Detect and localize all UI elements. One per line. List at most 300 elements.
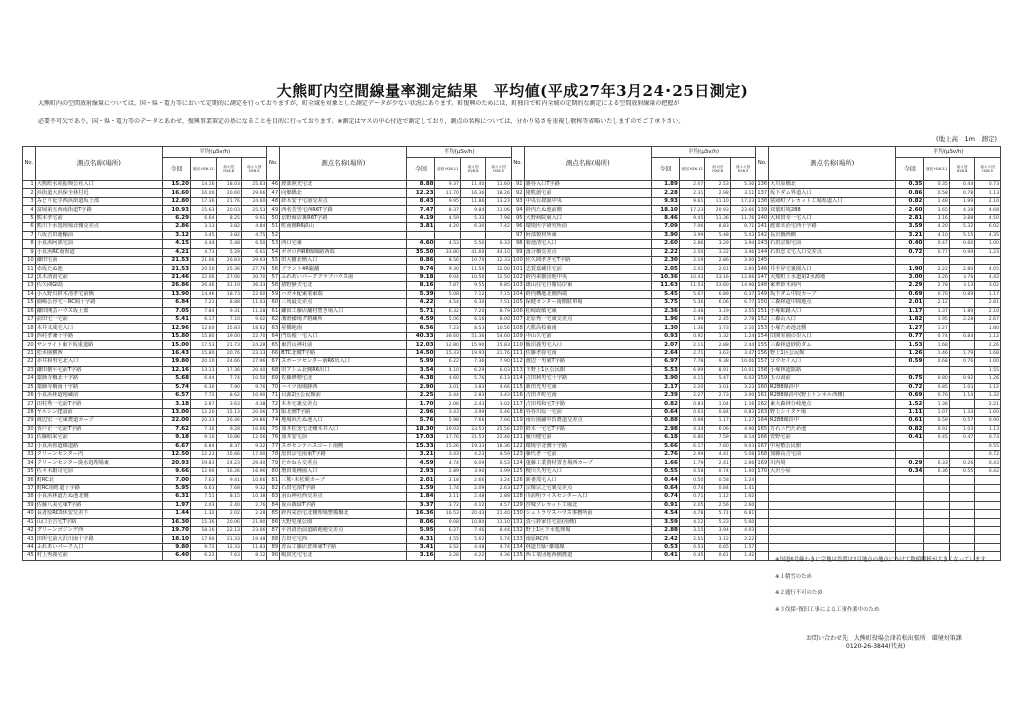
value-prev2: 1.14 <box>949 391 974 399</box>
value-current: 18.10 <box>163 535 191 543</box>
point-name: 松本園横西 <box>35 349 162 357</box>
value-current: 9.18 <box>407 273 435 281</box>
value-prev2: 0.89 <box>949 290 974 298</box>
point-name: 京野商店裏R6T字路 <box>280 214 407 222</box>
value-prev3: 23.06 <box>241 526 266 534</box>
value-prev1: 2.18 <box>435 476 460 484</box>
value-prev2: 21.33 <box>216 535 241 543</box>
value-prev1: 4.44 <box>191 240 216 248</box>
value-prev1: 1.79 <box>679 459 704 467</box>
value-prev2: 8.62 <box>216 391 241 399</box>
point-no <box>756 552 769 560</box>
value-current: 5.71 <box>407 307 435 315</box>
value-prev3: 1.13 <box>975 189 1001 197</box>
value-prev1: 7.51 <box>191 493 216 501</box>
page-title: 大熊町内空間線量率測定結果 平均値(平成27年3月24･25日測定) <box>276 82 749 100</box>
point-name: サンライト東下坂重道路 <box>35 341 162 349</box>
value-prev3: 7.42 <box>486 223 511 231</box>
value-prev2: 9.55 <box>460 282 485 290</box>
value-prev3: 8.79 <box>486 307 511 315</box>
value-prev2: 3.99 <box>460 408 485 416</box>
value-prev2: 5.62 <box>460 535 485 543</box>
table-row <box>23 375 1001 383</box>
value-current: 12.50 <box>163 451 191 459</box>
point-name: 八坂吉田運輸前 <box>35 231 162 239</box>
table-row <box>23 451 1001 459</box>
value-prev2: 0.84 <box>705 484 730 492</box>
value-prev3: 11.60 <box>486 181 511 189</box>
value-prev1: 0.59 <box>924 417 949 425</box>
point-no: 49 <box>267 206 280 214</box>
value-current: 8.88 <box>407 181 435 189</box>
value-prev2: 18.73 <box>216 290 241 298</box>
value-prev3: 18.26 <box>486 189 511 197</box>
point-no: 95 <box>511 214 524 222</box>
point-no: 65 <box>267 341 280 349</box>
point-no: 14 <box>23 290 36 298</box>
value-prev2: 25.36 <box>216 265 241 273</box>
point-no: 98 <box>511 240 524 248</box>
point-no: 66 <box>267 349 280 357</box>
point-name: 野上1区下水処理場 <box>524 526 651 534</box>
value-prev2: 1.04 <box>705 400 730 408</box>
value-prev1: 17.90 <box>191 535 216 543</box>
value-prev3: 8.44 <box>486 526 511 534</box>
value-prev1: 26.46 <box>191 282 216 290</box>
value-current: 6.31 <box>163 493 191 501</box>
point-no: 51 <box>267 223 280 231</box>
value-prev1: 0.47 <box>924 240 949 248</box>
value-prev1: 0.74 <box>679 484 704 492</box>
value-prev3: 1.17 <box>975 290 1001 298</box>
header-no: No. <box>23 147 36 181</box>
value-prev1: 4.11 <box>679 375 704 383</box>
value-prev3: 19.48 <box>241 535 266 543</box>
value-current: 3.12 <box>163 231 191 239</box>
value-current: 4.38 <box>407 375 435 383</box>
point-name: 黒木清貴宅前 <box>35 273 162 281</box>
point-no: 112 <box>512 358 523 365</box>
value-prev2: 4.22 <box>460 552 485 560</box>
value-prev2: 5.23 <box>705 518 730 526</box>
value-prev1: 2.12 <box>924 299 949 307</box>
value-prev1 <box>924 256 949 264</box>
value-current: 0.55 <box>651 467 679 475</box>
point-no: 154 <box>757 333 768 340</box>
value-current: 6.67 <box>163 442 191 450</box>
header-prev3: 前々々回 H26.5 <box>975 158 1001 181</box>
value-prev2: 1.73 <box>705 324 730 332</box>
point-name: 青山工藤店倉庫東T字路 <box>280 543 407 551</box>
value-prev1: 2.31 <box>679 189 704 197</box>
value-prev1: 6.17 <box>679 442 704 450</box>
value-prev1: 12.90 <box>191 467 216 475</box>
point-name: 佐藤八美宅東T字路 <box>35 501 162 509</box>
point-name: 小良浜林道地蔵前 <box>35 391 162 399</box>
value-current: 2.88 <box>651 526 679 534</box>
point-name: 西口宅東 <box>280 240 407 248</box>
value-prev2: 11.40 <box>460 181 485 189</box>
value-prev2: 10.70 <box>460 256 485 264</box>
point-no: 3 <box>23 197 36 205</box>
value-prev2: 3.76 <box>949 273 974 281</box>
value-prev2: 1.33 <box>949 408 974 416</box>
value-prev1: 7.30 <box>191 425 216 433</box>
value-current: 19.70 <box>163 526 191 534</box>
point-no: 159 <box>757 375 768 382</box>
value-prev3: 3.24 <box>486 476 511 484</box>
point-name: 地場浜たぬ池入口 <box>280 417 407 425</box>
value-current: 1.97 <box>163 501 191 509</box>
point-name <box>769 476 896 484</box>
point-name: 平谷清治前道路地地交差点 <box>280 526 407 534</box>
value-prev3 <box>975 510 1001 518</box>
value-current: 0.69 <box>896 391 924 399</box>
point-no: 119 <box>512 417 523 424</box>
table-row <box>23 501 1001 509</box>
value-prev1: 2.03 <box>191 501 216 509</box>
point-name: 浜街道大浜保全林付近 <box>35 189 162 197</box>
value-prev1: 3.45 <box>191 231 216 239</box>
value-prev1: 6.99 <box>679 366 704 374</box>
point-no: 152 <box>757 316 768 323</box>
point-no: 81 <box>267 476 280 484</box>
value-prev1: 20.50 <box>191 265 216 273</box>
value-current: 5.76 <box>407 417 435 425</box>
value-current: 1.84 <box>407 493 435 501</box>
point-no: 34 <box>23 459 36 467</box>
point-no: 138 <box>757 198 768 205</box>
value-prev3: 11.03 <box>241 299 266 307</box>
value-current: 3.00 <box>896 273 924 281</box>
point-no: 117 <box>512 400 523 407</box>
value-prev3: 2.88 <box>486 493 511 501</box>
value-current: 2.05 <box>651 265 679 273</box>
point-name: 中山久宅前 <box>524 332 651 340</box>
value-prev3: 17.00 <box>241 451 266 459</box>
value-prev1 <box>924 526 949 534</box>
point-name: 宮城プレカット工場北 <box>524 501 651 509</box>
point-no: 120 <box>512 425 523 432</box>
value-prev2: 6.29 <box>460 366 485 374</box>
value-prev2: 6.30 <box>460 223 485 231</box>
value-prev1: 0.92 <box>679 332 704 340</box>
point-name: 川前明ライスセンター入口 <box>524 493 651 501</box>
value-prev1 <box>924 442 949 450</box>
value-prev3: 13.23 <box>486 197 511 205</box>
value-current: 5.74 <box>163 383 191 391</box>
header-no: No. <box>267 147 280 181</box>
value-current: 8.46 <box>651 214 679 222</box>
point-name: ボボロ西R8線線路西端 <box>280 248 407 256</box>
point-no: 169 <box>757 459 768 466</box>
point-no: 5 <box>23 214 36 222</box>
value-current: 1.52 <box>896 400 924 408</box>
point-name: 小塚ため池北側 <box>769 324 896 332</box>
point-no: 85 <box>267 510 280 518</box>
point-name <box>769 518 896 526</box>
value-prev3: 2.81 <box>975 299 1001 307</box>
point-name: 薬師寺橋南十字路 <box>35 383 162 391</box>
value-current: 16.60 <box>163 189 191 197</box>
value-prev2 <box>949 366 974 374</box>
point-no: 93 <box>511 197 524 205</box>
point-no: 17 <box>23 316 36 324</box>
value-prev2: 1.03 <box>949 425 974 433</box>
point-no: 8 <box>23 240 36 248</box>
value-prev3: 9.32 <box>241 442 266 450</box>
value-prev1: 3.99 <box>679 231 704 239</box>
value-prev1: 3.15 <box>679 526 704 534</box>
value-current: 3.41 <box>407 543 435 551</box>
value-prev1: 15.26 <box>435 442 460 450</box>
value-prev1: 7.21 <box>191 299 216 307</box>
value-prev1: 2.05 <box>679 501 704 509</box>
value-prev2: 18.03 <box>216 181 241 189</box>
value-current: 1.11 <box>896 408 924 416</box>
value-prev2: 0.26 <box>949 459 974 467</box>
point-name: 菅野宅前 <box>769 434 896 442</box>
point-name: 渡辺宏一宅東農道カーブ <box>35 417 162 425</box>
value-prev3: 9.32 <box>241 484 266 492</box>
value-prev1: 7.84 <box>191 307 216 315</box>
table-row <box>23 206 1001 214</box>
value-prev1: 4.20 <box>924 223 949 231</box>
value-prev2: 3.82 <box>216 231 241 239</box>
value-current <box>896 493 924 501</box>
point-no: 43 <box>23 535 36 543</box>
table-row <box>23 366 1001 374</box>
point-no: 137 <box>757 189 768 196</box>
point-name: 真弓鈴家住宅前(南側) <box>524 518 651 526</box>
value-current: 0.41 <box>651 552 679 560</box>
value-prev1: 9.30 <box>435 265 460 273</box>
value-current: 1.53 <box>896 341 924 349</box>
value-prev3: 3.43 <box>486 391 511 399</box>
value-prev1: 1.07 <box>924 408 949 416</box>
value-prev3: 1.68 <box>975 349 1001 357</box>
table-row <box>23 290 1001 298</box>
value-prev1: 10.43 <box>679 273 704 281</box>
value-prev1: 1.46 <box>924 349 949 357</box>
point-no: 78 <box>267 451 280 459</box>
value-prev3: 24.60 <box>241 197 266 205</box>
value-prev1: 16.53 <box>435 510 460 518</box>
value-prev1: 20.33 <box>191 417 216 425</box>
value-current <box>896 256 924 264</box>
point-name: 小塚林道鉱路 <box>769 366 896 374</box>
value-prev1: 2.71 <box>679 349 704 357</box>
point-no: 108 <box>512 324 523 331</box>
value-prev3: 5.46 <box>486 408 511 416</box>
value-current: 0.35 <box>896 181 924 189</box>
value-prev1: 0.98 <box>679 417 704 425</box>
value-current <box>896 451 924 459</box>
point-no: 139 <box>757 206 768 213</box>
value-prev2: 10.86 <box>216 434 241 442</box>
value-prev2: 7.12 <box>460 290 485 298</box>
value-prev2: 8.83 <box>705 223 730 231</box>
value-current: 5.95 <box>163 484 191 492</box>
value-prev2: 0.44 <box>949 181 974 189</box>
value-prev1: 14.46 <box>191 290 216 298</box>
value-current: 1.26 <box>896 349 924 357</box>
table-row <box>23 442 1001 450</box>
point-no: 148 <box>757 282 768 289</box>
value-prev1: 7.23 <box>435 324 460 332</box>
value-prev3: 2.76 <box>241 501 266 509</box>
table-row <box>23 240 1001 248</box>
point-name: 小良浜林道たぬ池北側 <box>35 493 162 501</box>
value-prev2: 2.56 <box>705 501 730 509</box>
point-no: 106 <box>512 307 523 314</box>
value-prev1: 4.20 <box>435 223 460 231</box>
value-prev3: 1.41 <box>730 484 755 492</box>
value-prev3: 1.13 <box>975 425 1001 433</box>
value-prev1: 1.36 <box>924 400 949 408</box>
value-current: 5.39 <box>407 290 435 298</box>
value-prev3: 9.03 <box>730 442 755 450</box>
value-prev2: 13.60 <box>705 282 730 290</box>
value-current: 14.50 <box>407 349 435 357</box>
value-prev2: 1.32 <box>705 332 730 340</box>
point-name: 鈴木一宅宅T字路 <box>524 425 651 433</box>
point-no: 156 <box>757 349 768 356</box>
value-current: 2.01 <box>407 476 435 484</box>
point-no: 37 <box>23 484 36 492</box>
point-no <box>756 476 769 484</box>
point-name: R288線沿中 <box>769 383 896 391</box>
value-prev1: 0.58 <box>679 467 704 475</box>
value-prev3: 18.36 <box>486 442 511 450</box>
point-name: 中央台雇園中央 <box>524 197 651 205</box>
value-prev2 <box>949 341 974 349</box>
point-no: 27 <box>23 400 36 408</box>
value-current: 4.21 <box>163 248 191 256</box>
point-name: 東宮山神社前 <box>280 341 407 349</box>
header-prev1: 前回 H26.11 <box>435 158 460 181</box>
value-current <box>896 543 924 551</box>
value-current: 4.22 <box>407 299 435 307</box>
value-prev3: 6.50 <box>241 240 266 248</box>
value-prev1: 2.99 <box>679 451 704 459</box>
value-prev1: 0.70 <box>924 290 949 298</box>
value-prev3: 3.47 <box>730 349 755 357</box>
point-name: 蓬藤工業資材置き場西カーブ <box>524 459 651 467</box>
value-prev1: 0.71 <box>679 493 704 501</box>
value-prev3: 2.10 <box>975 307 1001 315</box>
point-no: 146 <box>757 265 768 272</box>
value-prev1: 0.45 <box>679 552 704 560</box>
value-prev3 <box>975 526 1001 534</box>
value-prev3: 1.55 <box>975 366 1001 374</box>
value-current: 3.21 <box>896 231 924 239</box>
value-prev3: 5.30 <box>730 181 755 189</box>
point-no: 19 <box>23 332 36 340</box>
point-no: 58 <box>267 282 280 290</box>
point-no: 99 <box>511 248 524 256</box>
value-prev1: 0.85 <box>924 383 949 391</box>
value-prev2: 20.93 <box>705 206 730 214</box>
point-no: 69 <box>267 375 280 383</box>
value-current: 2.76 <box>651 451 679 459</box>
value-current: 7.62 <box>163 425 191 433</box>
point-name: 大野児童公園 <box>280 518 407 526</box>
value-prev1: 33.80 <box>435 248 460 256</box>
point-no: 41 <box>23 518 36 526</box>
point-no: 123 <box>512 451 523 458</box>
point-no: 74 <box>267 417 280 425</box>
value-prev3: 16.96 <box>241 467 266 475</box>
value-prev2 <box>949 493 974 501</box>
value-prev3: 7.66 <box>486 417 511 425</box>
value-prev3: 2.22 <box>730 535 755 543</box>
value-prev1: 6.80 <box>679 434 704 442</box>
value-prev1: 3.43 <box>435 408 460 416</box>
point-no: 15 <box>23 299 36 307</box>
point-name: 加井松実宅北側木井入口 <box>280 425 407 433</box>
value-prev3: 22.70 <box>241 332 266 340</box>
value-prev1: 1.48 <box>924 197 949 205</box>
value-current: 26.86 <box>163 282 191 290</box>
value-prev3: 4.74 <box>486 543 511 551</box>
value-current: 2.29 <box>896 282 924 290</box>
value-prev2: 2.45 <box>705 316 730 324</box>
point-name: 野上1区公民館 <box>769 349 896 357</box>
value-prev2: 15.83 <box>216 324 241 332</box>
value-prev1: 0.33 <box>924 459 949 467</box>
value-prev3: 4.84 <box>241 223 266 231</box>
point-name: 赤坂たぬ池 <box>35 265 162 273</box>
value-prev3: 1.00 <box>975 240 1001 248</box>
value-prev1: 3.26 <box>924 273 949 281</box>
value-current: 10.93 <box>163 206 191 214</box>
point-no <box>756 535 769 543</box>
point-no: 130 <box>512 510 523 517</box>
point-name: 佐藤修晴宅北 <box>280 375 407 383</box>
value-prev2: 7.90 <box>216 383 241 391</box>
value-current: 9.93 <box>651 197 679 205</box>
value-prev3: 1.24 <box>730 332 755 340</box>
value-prev3: 23.66 <box>730 206 755 214</box>
point-name: 鈴内来樹団地中央 <box>524 273 651 281</box>
point-name: 木井又成宅入口 <box>35 324 162 332</box>
value-prev3: 4.42 <box>975 273 1001 281</box>
point-name: 鈴内栄治宅北側埋場整備橋北 <box>280 510 407 518</box>
value-prev2 <box>949 484 974 492</box>
value-prev3 <box>486 231 511 239</box>
point-no <box>756 510 769 518</box>
table-row <box>23 543 1001 551</box>
value-prev3: 29.40 <box>241 459 266 467</box>
value-prev2: 0.84 <box>949 332 974 340</box>
point-name: 門馬俊一宅入口 <box>280 332 407 340</box>
value-prev2: 7.46 <box>460 526 485 534</box>
value-prev3: 21.90 <box>241 518 266 526</box>
value-prev2: 3.19 <box>705 307 730 315</box>
value-prev1: 1.68 <box>924 341 949 349</box>
point-name: 石田忠文宅入口交差点 <box>769 248 896 256</box>
point-name: 谷谷川原一宅前 <box>524 408 651 416</box>
point-no: 59 <box>267 290 280 298</box>
point-name: BTC北側T字路 <box>280 349 407 357</box>
point-name: 大熊町上水道第2水源地 <box>769 273 896 281</box>
value-prev3: 10.66 <box>241 425 266 433</box>
value-current: 7.05 <box>163 307 191 315</box>
point-no: 170 <box>757 468 768 475</box>
value-prev1: 15.63 <box>191 206 216 214</box>
header-prev3: 前々々回 H26.5 <box>241 158 266 181</box>
